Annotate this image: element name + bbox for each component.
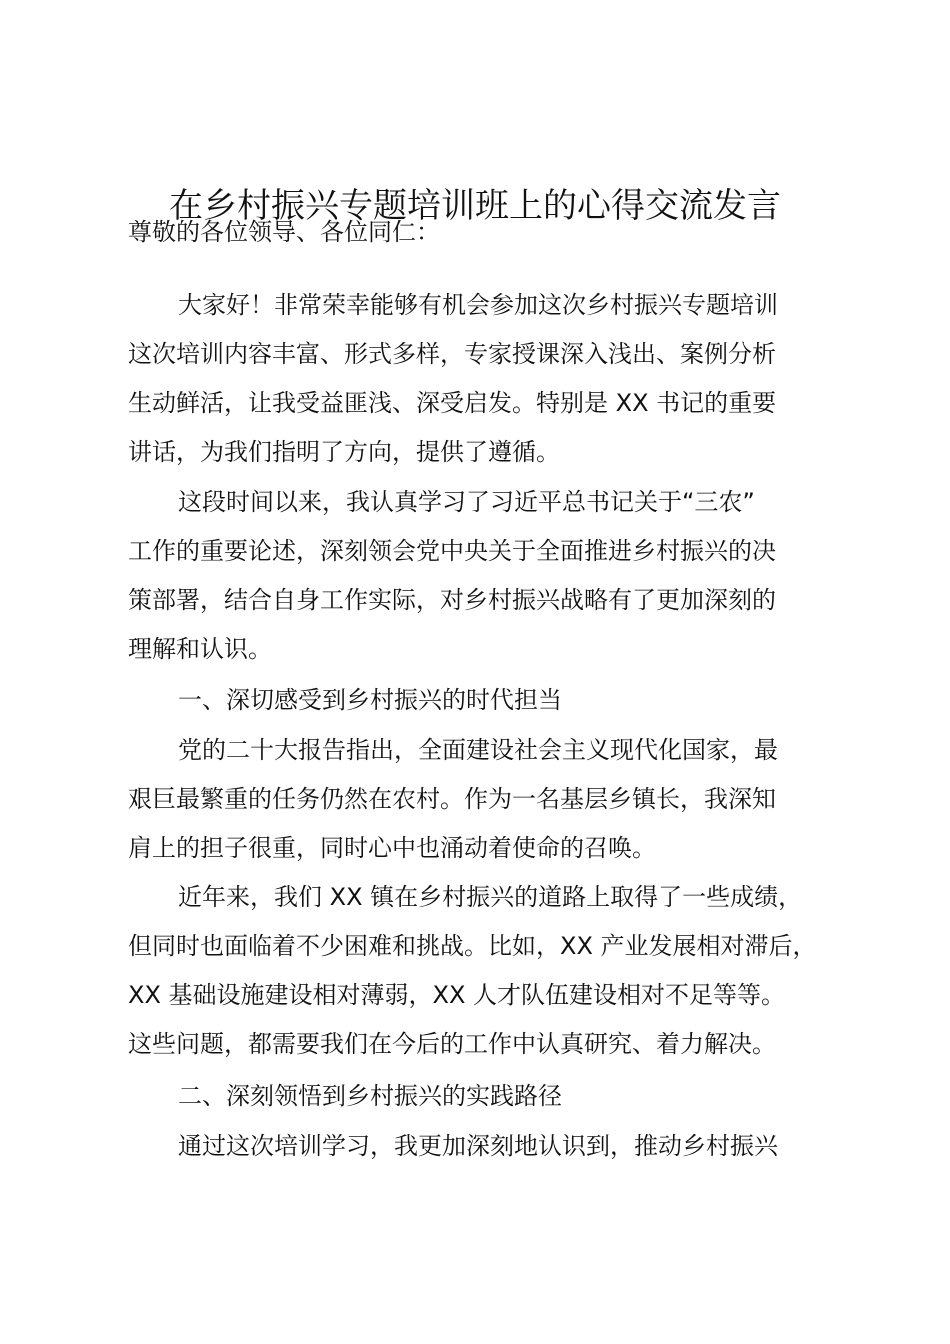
paragraph-line: 工作的重要论述，深刻领会党中央关于全面推进乡村振兴的决 — [128, 537, 776, 565]
paragraph-line: 艰巨最繁重的任务仍然在农村。作为一名基层乡镇长，我深知 — [128, 785, 776, 813]
paragraph-line: 理解和认识。 — [128, 635, 272, 663]
paragraph-line: 近年来，我们 XX 镇在乡村振兴的道路上取得了一些成绩， — [178, 883, 803, 911]
paragraph-line: 大家好！非常荣幸能够有机会参加这次乡村振兴专题培训 — [178, 291, 778, 319]
section-heading: 二、深刻领悟到乡村振兴的实践路径 — [178, 1082, 562, 1110]
paragraph-line: 生动鲜活，让我受益匪浅、深受启发。特别是 XX 书记的重要 — [128, 389, 777, 417]
paragraph-line: 这段时间以来，我认真学习了习近平总书记关于“三农” — [178, 488, 755, 516]
paragraph-line: 策部署，结合自身工作实际，对乡村振兴战略有了更加深刻的 — [128, 586, 776, 614]
paragraph-line: 这次培训内容丰富、形式多样，专家授课深入浅出、案例分析 — [128, 340, 776, 368]
salutation: 尊敬的各位领导、各位同仁： — [128, 218, 440, 246]
document-title: 在乡村振兴专题培训班上的心得交流发言 — [169, 186, 781, 226]
paragraph-line: 党的二十大报告指出，全面建设社会主义现代化国家，最 — [178, 736, 778, 764]
paragraph-line: XX 基础设施建设相对薄弱，XX 人才队伍建设相对不足等等。 — [128, 981, 786, 1009]
paragraph-line: 这些问题，都需要我们在今后的工作中认真研究、着力解决。 — [128, 1030, 776, 1058]
paragraph-line: 肩上的担子很重，同时心中也涌动着使命的召唤。 — [128, 834, 656, 862]
paragraph-line: 讲话，为我们指明了方向，提供了遵循。 — [128, 438, 560, 466]
paragraph-line: 但同时也面临着不少困难和挑战。比如，XX 产业发展相对滞后， — [128, 932, 817, 960]
paragraph-line: 通过这次培训学习，我更加深刻地认识到，推动乡村振兴 — [178, 1132, 778, 1160]
section-heading: 一、深切感受到乡村振兴的时代担当 — [178, 686, 562, 714]
